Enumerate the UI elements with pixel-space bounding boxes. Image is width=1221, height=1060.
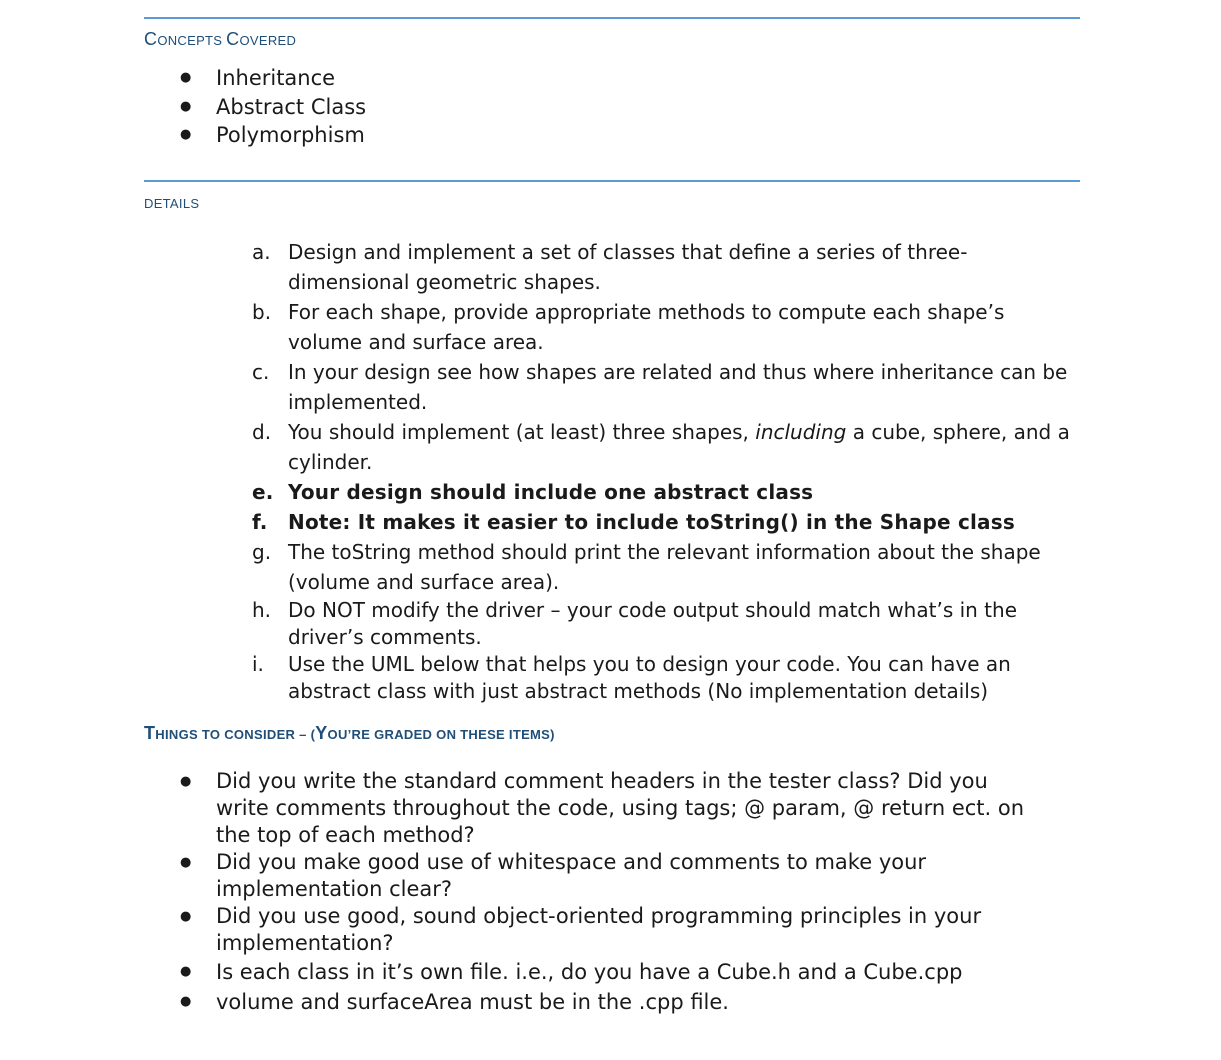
list-item: ● Is each class in it’s own file. i.e., do you have a Cube.h and a Cube.cpp xyxy=(180,957,1046,987)
list-item: ● Did you use good, sound object-oriented programming principles in your implementation? xyxy=(180,903,1046,957)
list-item-text: Design and implement a set of classes that define a series of three-dimensional geometric shapes. xyxy=(288,240,968,294)
list-item-text: a cube, sphere, and a cylinder. xyxy=(288,420,1070,474)
list-item-text: For each shape, provide appropriate methods to compute each shape’s volume and surface area. xyxy=(288,300,1005,354)
list-item-text: Do NOT modify the driver – your code output should match what’s in the driver’s comments. xyxy=(288,598,1018,649)
top-divider xyxy=(144,17,1080,19)
list-marker: h. xyxy=(252,598,272,622)
list-item xyxy=(250,357,1082,417)
details-divider xyxy=(144,180,1080,182)
list-item-text: The toString method should print the relevant information about the shape (volume and surface area). xyxy=(288,540,1041,594)
list-item: ● volume and surfaceArea must be in the .cpp file. xyxy=(180,987,1046,1017)
details-list xyxy=(250,237,1082,705)
list-item xyxy=(250,537,1082,597)
list-item xyxy=(250,297,1082,357)
list-item xyxy=(250,237,1082,297)
list-item xyxy=(250,477,1082,507)
concepts-heading: CONCEPTS COVERED xyxy=(144,29,297,49)
list-item xyxy=(250,507,1082,537)
list-item: ● Did you write the standard comment headers in the tester class? Did you write comments throughout the code, using tags; @ param, @ return ect. on the top of each method? xyxy=(180,768,1046,849)
list-item xyxy=(250,597,1082,651)
list-marker: a. xyxy=(252,240,271,264)
list-marker: f. xyxy=(252,510,268,534)
list-item: ● Polymorphism xyxy=(180,121,366,150)
list-item xyxy=(250,417,1082,477)
things-heading: THINGS TO CONSIDER – (YOU’RE GRADED ON THESE ITEMS) xyxy=(144,723,555,743)
emphasis-text: including xyxy=(755,420,847,444)
things-list xyxy=(180,768,1046,1017)
list-item-text: In your design see how shapes are related and thus where inheritance can be implemented. xyxy=(288,360,1068,414)
list-item: ● Inheritance xyxy=(180,64,366,93)
list-marker: b. xyxy=(252,300,272,324)
list-item-text: Use the UML below that helps you to design your code. You can have an abstract class with just abstract methods (No implementation details) xyxy=(288,652,1011,703)
list-marker: d. xyxy=(252,420,272,444)
list-marker: i. xyxy=(252,652,264,676)
list-item xyxy=(250,651,1082,705)
list-marker: c. xyxy=(252,360,270,384)
concepts-list xyxy=(180,64,366,150)
list-marker: g. xyxy=(252,540,272,564)
list-item-text: Note: It makes it easier to include toString() in the Shape class xyxy=(288,510,1015,534)
list-item: ● Did you make good use of whitespace and comments to make your implementation clear? xyxy=(180,849,1046,903)
list-item: ● Abstract Class xyxy=(180,93,366,122)
list-marker: e. xyxy=(252,480,274,504)
list-item-text: You should implement (at least) three shapes, xyxy=(288,420,756,444)
list-item-text: Your design should include one abstract class xyxy=(288,480,814,504)
details-heading: DETAILS xyxy=(144,196,200,211)
